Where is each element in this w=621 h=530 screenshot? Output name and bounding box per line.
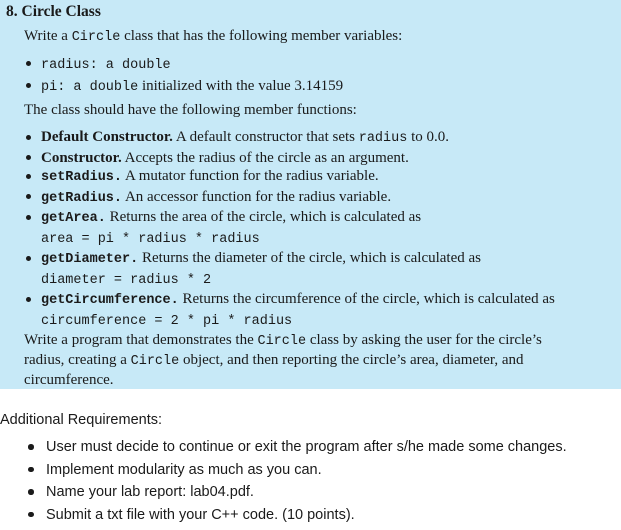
- requirements-title: Additional Requirements:: [0, 412, 163, 428]
- list-item: getArea. Returns the area of the circle, which is calculated as: [24, 208, 555, 229]
- list-item: Default Constructor. A default constructor that sets radius to 0.0.: [24, 128, 555, 149]
- list-item: setRadius. A mutator function for the radius variable.: [24, 167, 555, 188]
- list-item: pi: a double initialized with the value 3.14159: [24, 76, 343, 98]
- closing-paragraph: Write a program that demonstrates the Circle class by asking the user for the circle’s radius, creating a Circle object, and then reporting the circle’s area, diameter, and circumference.: [24, 332, 542, 388]
- formula-line: diameter = radius * 2: [41, 272, 212, 288]
- list-item: Constructor. Accepts the radius of the circle as an argument.: [24, 149, 555, 168]
- functions-intro: The class should have the following member functions:: [24, 102, 357, 118]
- member-variables-list: [24, 54, 343, 98]
- member-functions-list: [24, 128, 555, 331]
- list-item: Implement modularity as much as you can.: [28, 459, 567, 482]
- intro-paragraph: Write a Circle class that has the following member variables:: [24, 28, 403, 45]
- formula-line: circumference = 2 * pi * radius: [41, 313, 293, 329]
- list-item: Submit a txt file with your C++ code. (10 points).: [28, 504, 567, 527]
- list-item: getDiameter. Returns the diameter of the circle, which is calculated as: [24, 249, 555, 270]
- exercise-title: 8. Circle Class: [6, 3, 101, 20]
- list-item: Name your lab report: lab04.pdf.: [28, 481, 567, 504]
- list-item: getRadius. An accessor function for the radius variable.: [24, 188, 555, 209]
- list-item: getCircumference. Returns the circumference of the circle, which is calculated as: [24, 290, 555, 311]
- requirements-list: [28, 436, 567, 526]
- list-item: User must decide to continue or exit the program after s/he made some changes.: [28, 436, 567, 459]
- formula-line: area = pi * radius * radius: [41, 231, 260, 247]
- list-item: radius: a double: [24, 54, 343, 76]
